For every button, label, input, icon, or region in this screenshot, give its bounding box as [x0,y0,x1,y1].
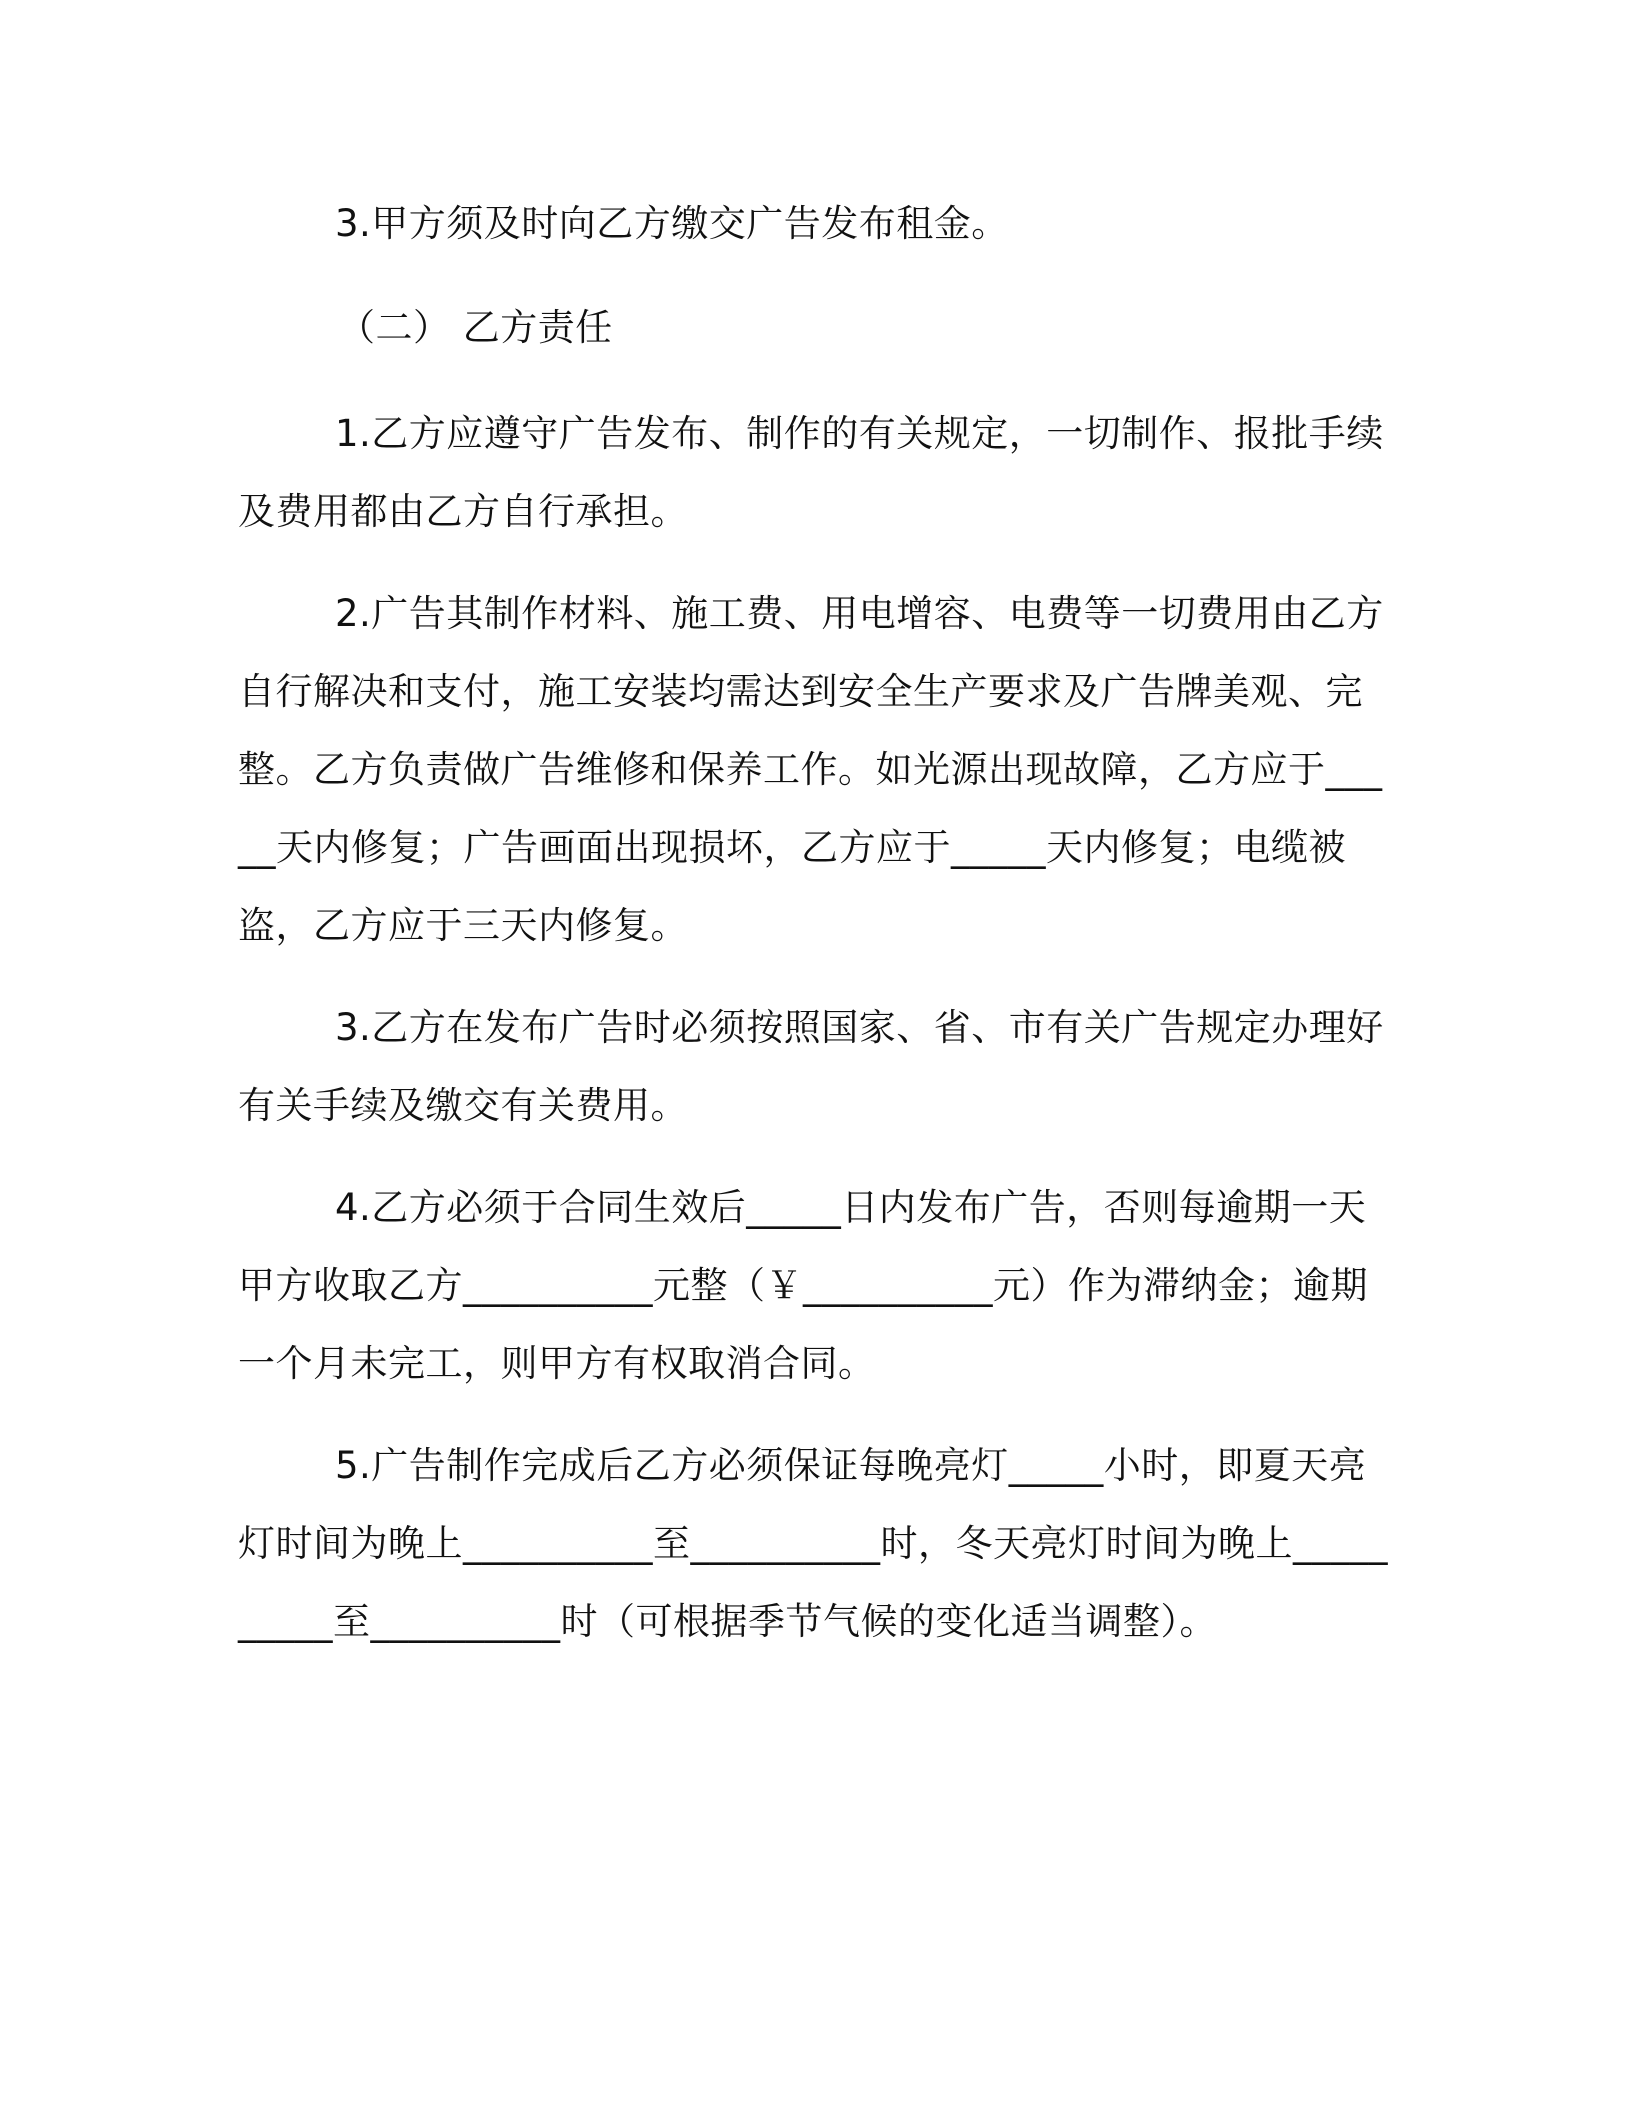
document-page [238,185,1388,1661]
section-heading-party-b-duties: （二） 乙方责任 [338,306,613,349]
paragraph-party-a-rent: 3.甲方须及时向乙方缴交广告发布租金。 [335,202,1009,245]
paragraph-party-b-procedures: 3.乙方在发布广告时必须按照国家、省、市有关广告规定办理好有关手续及缴交有关费用。 [238,1006,1384,1127]
paragraph-party-b-lighting: 5.广告制作完成后乙方必须保证每晚亮灯_____小时，即夏天亮灯时间为晚上__________至__________时，冬天亮灯时间为晚上__________至__________时（可根据季节气候的变化适当调整）。 [238,1444,1388,1643]
paragraph-party-b-regulations: 1.乙方应遵守广告发布、制作的有关规定，一切制作、报批手续及费用都由乙方自行承担。 [238,412,1384,533]
paragraph-party-b-costs-maintenance: 2.广告其制作材料、施工费、用电增容、电费等一切费用由乙方自行解决和支付，施工安装均需达到安全生产要求及广告牌美观、完整。乙方负责做广告维修和保养工作。如光源出现故障，乙方应于_____天内修复；广告画面出现损坏，乙方应于_____天内修复；电缆被盗，乙方应于三天内修复。 [238,592,1384,947]
paragraph-party-b-publish-deadline: 4.乙方必须于合同生效后_____日内发布广告，否则每逾期一天甲方收取乙方__________元整（￥__________元）作为滞纳金；逾期一个月未完工，则甲方有权取消合同。 [238,1186,1368,1385]
